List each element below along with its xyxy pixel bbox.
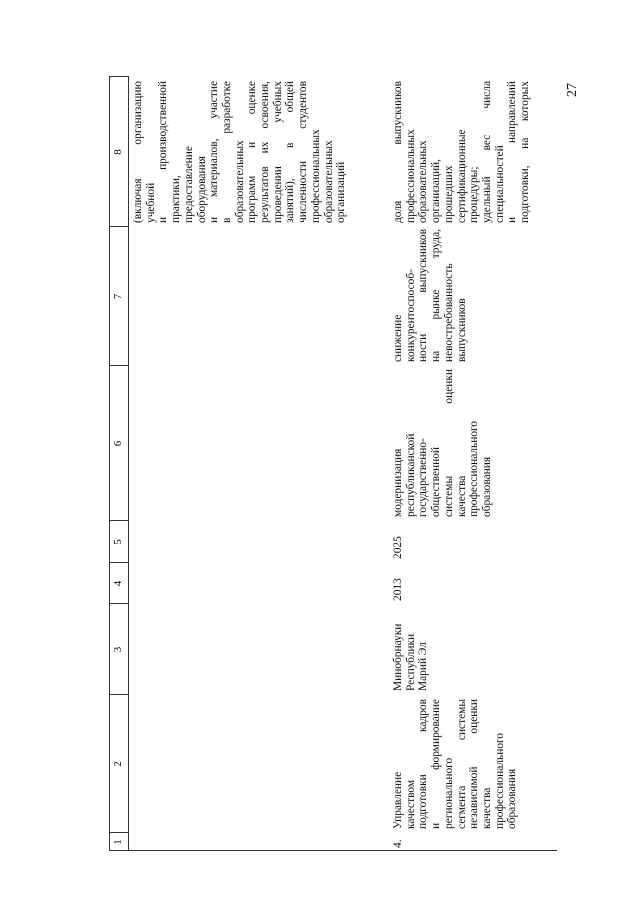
page-number: 27 [565,83,580,97]
table-left-border [109,850,557,851]
end-year: 2025 [392,536,404,559]
column-number: 4 [112,580,124,587]
responsible-executor: Минобрнауки Республики Марий Эл [392,623,430,691]
column-number: 6 [112,440,124,447]
non-implementation-consequences: снижение конкурентоспособ- ности выпускников на рынке труда, невостребованность выпускников [392,229,468,362]
column-number: 7 [112,293,124,300]
program-table [109,76,557,851]
measure-name: Управление качеством подготовки кадров и формирование регионального сегмента системы независимой оценки качества профессионального образования [392,699,519,829]
column-number: 3 [112,646,124,653]
continuation-text: (включая организацию учебной и производственной практики, предоставление оборудования и материалов, участие в разработке образовательных программ и оценке результатов их освоения, проведении учебных занятий), в общей численности студентов профессиональных образовательных организаций [132,81,348,223]
column-number: 8 [112,149,124,155]
start-year: 2013 [392,578,404,601]
column-number: 1 [112,839,124,845]
header-row-border [128,76,129,851]
column-number: 2 [112,761,124,767]
target-indicators: доля выпускников профессиональных образовательных организаций, прошедших сертификационные процедуры; удельный вес числа специальностей и направлений подготовки, на которых [392,81,532,223]
column-number: 5 [112,539,124,545]
expected-result: модернизация республиканской государственно- общественной системы оценки качества профессионального образования [392,369,493,517]
row-number: 4. [392,839,404,848]
